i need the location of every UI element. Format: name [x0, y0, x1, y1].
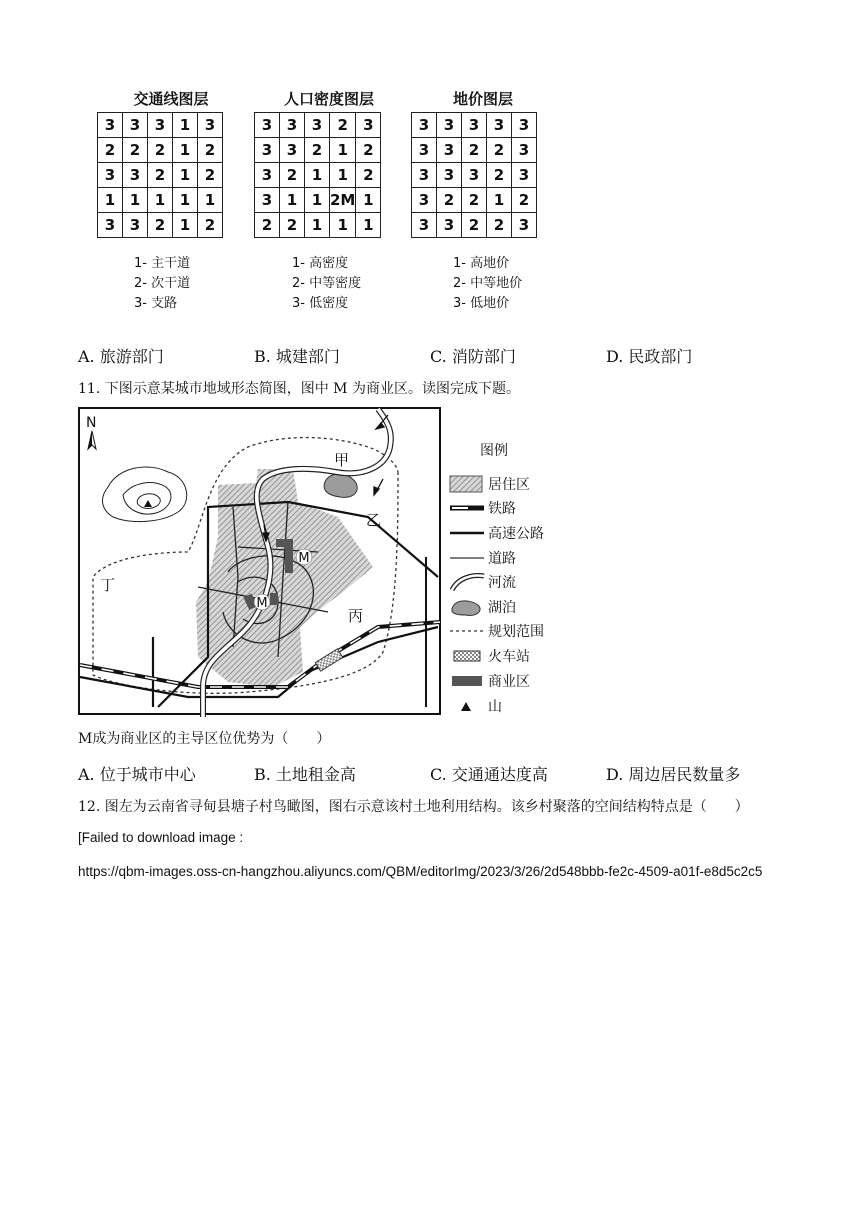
grid-cell: 1 — [173, 188, 198, 213]
grid-cell: 3 — [412, 138, 437, 163]
grid-cell: 3 — [280, 138, 305, 163]
commercial-label-1: M — [298, 551, 310, 566]
legend-commercial: 商业区 — [488, 674, 530, 690]
legend-line: 2- 中等密度 — [292, 276, 362, 291]
grid-cell: 3 — [255, 188, 280, 213]
legend-line: 2- 次干道 — [134, 276, 191, 291]
commercial-swatch-icon — [448, 671, 488, 691]
label-jia: 甲 — [334, 451, 350, 469]
grid-row — [98, 188, 223, 213]
grid-cell: 2 — [330, 113, 356, 138]
legend-river: 河流 — [488, 575, 516, 591]
lake-swatch-icon — [448, 597, 488, 617]
legend-station: 火车站 — [488, 649, 530, 665]
grid-cell: 2 — [487, 213, 512, 238]
grid-cell: 1 — [173, 113, 198, 138]
traffic-legend — [134, 254, 190, 314]
grid-cell: 1 — [305, 163, 330, 188]
grid-cell: 1 — [356, 213, 381, 238]
option-b[interactable]: B. 土地租金高 — [254, 765, 356, 784]
label-ding: 丁 — [100, 576, 116, 594]
option-d[interactable]: D. 民政部门 — [606, 347, 693, 366]
grid-cell: 1 — [356, 188, 381, 213]
grid-cell: 2 — [305, 138, 330, 163]
layer-title-traffic: 交通线图层 — [133, 90, 209, 108]
grid-cell: 2 — [123, 138, 148, 163]
boundary-swatch-icon — [448, 621, 488, 641]
grid-cell: 1 — [173, 138, 198, 163]
grid-row — [98, 113, 223, 138]
grid-cell: 3 — [356, 113, 381, 138]
grid-row — [412, 188, 537, 213]
legend-mountain: 山 — [488, 699, 502, 715]
grid-cell: 3 — [98, 163, 123, 188]
grid-cell: 2 — [148, 163, 173, 188]
grid-cell: 2 — [198, 138, 223, 163]
grid-cell: 1 — [280, 188, 305, 213]
grid-cell: 3 — [512, 138, 537, 163]
grid-cell: 3 — [462, 163, 487, 188]
legend-boundary: 规划范围 — [488, 624, 544, 640]
grid-cell: 3 — [412, 188, 437, 213]
grid-cell: 3 — [198, 113, 223, 138]
grid-cell: 1 — [330, 213, 356, 238]
option-a[interactable]: A. 旅游部门 — [78, 347, 164, 366]
image-url[interactable]: https://qbm-images.oss-cn-hangzhou.aliyuncs.com/QBM/editorImg/2023/3/26/2d548bbb-fe2c-4509-a01f-e8d5c2c5 — [78, 864, 763, 879]
grid-cell: 2 — [356, 138, 381, 163]
road-swatch-icon — [448, 548, 488, 568]
grid-cell: 3 — [255, 138, 280, 163]
layer-title-population: 人口密度图层 — [283, 90, 374, 108]
grid-cell: 3 — [148, 113, 173, 138]
grid-row — [412, 138, 537, 163]
grid-cell: 3 — [280, 113, 305, 138]
q11-stem: 11. 下图示意某城市地域形态简图，图中 M 为商业区。读图完成下题。 — [78, 381, 520, 397]
grid-cell: 1 — [98, 188, 123, 213]
station-swatch-icon — [448, 646, 488, 666]
commercial-label-2: M — [256, 596, 268, 611]
legend-residential: 居住区 — [488, 477, 530, 493]
option-d[interactable]: D. 周边居民数量多 — [606, 765, 741, 784]
grid-row — [255, 113, 381, 138]
city-map — [78, 407, 442, 717]
legend-railway: 铁路 — [488, 501, 516, 517]
legend-line: 3- 支路 — [134, 296, 178, 311]
layer-title-landprice: 地价图层 — [452, 90, 513, 108]
option-c[interactable]: C. 交通通达度高 — [430, 765, 548, 784]
grid-cell: 1 — [305, 188, 330, 213]
grid-cell: 2 — [462, 213, 487, 238]
grid-cell: 2 — [487, 163, 512, 188]
label-yi: 乙 — [366, 511, 382, 529]
grid-row — [412, 113, 537, 138]
label-bing: 丙 — [348, 607, 364, 625]
grid-cell: 3 — [512, 213, 537, 238]
grid-cell: 3 — [412, 213, 437, 238]
grid-cell: 2 — [356, 163, 381, 188]
grid-row — [255, 163, 381, 188]
grid-cell: 3 — [305, 113, 330, 138]
q12-stem: 12. 图左为云南省寻甸县塘子村鸟瞰图，图右示意该村土地利用结构。该乡村聚落的空间结构特点是（ ） — [78, 799, 749, 815]
grid-cell: 2 — [198, 163, 223, 188]
legend-title: 图例 — [480, 443, 508, 459]
grid-cell: 2 — [255, 213, 280, 238]
population-legend — [292, 254, 361, 314]
grid-row — [412, 213, 537, 238]
grid-cell: 2 — [98, 138, 123, 163]
north-label: N — [86, 415, 97, 431]
residential-swatch-icon — [448, 474, 488, 494]
image-error-text: [Failed to download image : — [78, 830, 244, 845]
traffic-grid — [97, 112, 223, 238]
grid-cell: 3 — [512, 113, 537, 138]
grid-row — [98, 138, 223, 163]
legend-highway: 高速公路 — [488, 526, 544, 542]
grid-row — [255, 138, 381, 163]
grid-cell: 1 — [198, 188, 223, 213]
grid-cell: 2 — [198, 213, 223, 238]
option-a[interactable]: A. 位于城市中心 — [78, 765, 196, 784]
legend-line: 1- 高地价 — [453, 256, 510, 271]
grid-cell: 3 — [412, 113, 437, 138]
grid-cell: 1 — [330, 138, 356, 163]
grid-cell: 1 — [148, 188, 173, 213]
grid-cell: 3 — [512, 163, 537, 188]
grid-cell: 3 — [98, 213, 123, 238]
grid-cell: 3 — [437, 213, 462, 238]
grid-cell: 2 — [462, 138, 487, 163]
landprice-grid — [411, 112, 537, 238]
grid-cell: 2 — [280, 213, 305, 238]
grid-cell: 2 — [148, 213, 173, 238]
grid-cell: 2 — [437, 188, 462, 213]
grid-row — [255, 188, 381, 213]
legend-lake: 湖泊 — [488, 600, 516, 616]
legend-line: 1- 高密度 — [292, 256, 349, 271]
grid-cell: 1 — [305, 213, 330, 238]
grid-cell: 1 — [123, 188, 148, 213]
legend-line: 3- 低地价 — [453, 296, 510, 311]
grid-cell: 3 — [255, 163, 280, 188]
grid-cell: 3 — [255, 113, 280, 138]
grid-row — [98, 213, 223, 238]
mountain-swatch-icon — [448, 696, 488, 716]
grid-cell: 3 — [462, 113, 487, 138]
legend-line: 3- 低密度 — [292, 296, 349, 311]
grid-row — [255, 213, 381, 238]
q11-question: M成为商业区的主导区位优势为（ ） — [78, 731, 331, 747]
grid-cell: 3 — [487, 113, 512, 138]
grid-cell: 2 — [462, 188, 487, 213]
grid-cell: 2 — [148, 138, 173, 163]
legend-road: 道路 — [488, 551, 516, 567]
railway-swatch-icon — [448, 498, 488, 518]
grid-cell: 3 — [123, 113, 148, 138]
grid-cell: 2 — [280, 163, 305, 188]
grid-cell: 1 — [487, 188, 512, 213]
grid-cell: 3 — [412, 163, 437, 188]
grid-cell: 2 — [512, 188, 537, 213]
population-grid — [254, 112, 381, 238]
landprice-legend — [453, 254, 522, 314]
grid-cell: 2 — [487, 138, 512, 163]
option-c[interactable]: C. 消防部门 — [430, 347, 516, 366]
grid-cell: 2M — [330, 188, 356, 213]
highway-swatch-icon — [448, 523, 488, 543]
river-swatch-icon — [448, 572, 488, 592]
grid-cell: 1 — [173, 213, 198, 238]
legend-line: 2- 中等地价 — [453, 276, 523, 291]
grid-cell: 3 — [437, 113, 462, 138]
grid-cell: 3 — [123, 213, 148, 238]
legend-line: 1- 主干道 — [134, 256, 191, 271]
grid-cell: 3 — [437, 138, 462, 163]
grid-cell: 3 — [98, 113, 123, 138]
grid-cell: 1 — [173, 163, 198, 188]
grid-cell: 3 — [123, 163, 148, 188]
grid-row — [412, 163, 537, 188]
grid-cell: 3 — [437, 163, 462, 188]
grid-row — [98, 163, 223, 188]
option-b[interactable]: B. 城建部门 — [254, 347, 340, 366]
grid-cell: 1 — [330, 163, 356, 188]
